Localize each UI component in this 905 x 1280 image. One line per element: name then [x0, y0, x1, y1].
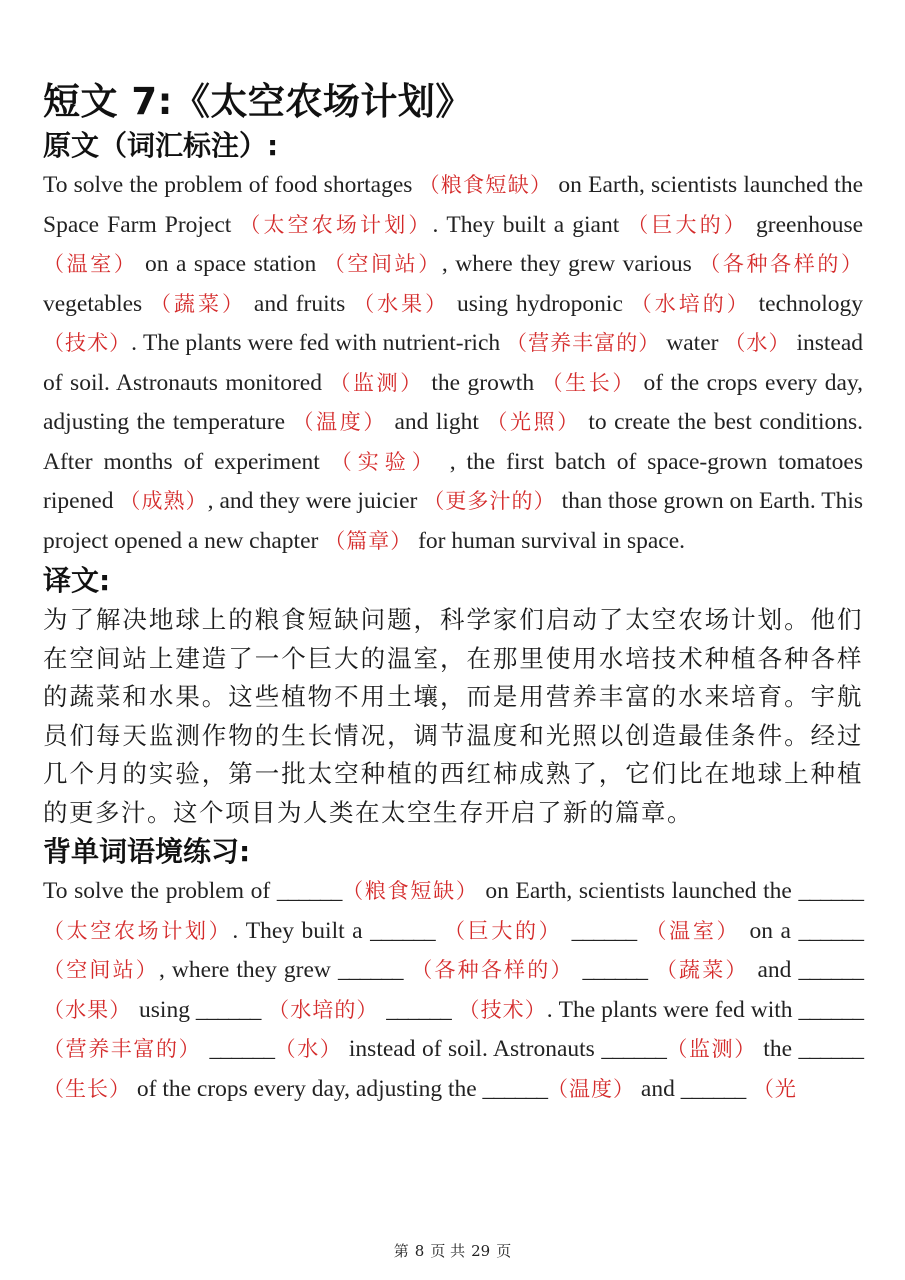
text-run: To solve the problem of: [43, 878, 277, 904]
text-run: , the first batch of space-grown tomatoes ripened: [43, 448, 864, 514]
blank: ______: [209, 1036, 274, 1062]
blank: ______: [482, 1075, 548, 1102]
gloss: （各种各样的）: [699, 252, 864, 276]
blank: ______: [601, 1036, 666, 1062]
text-run: , where they grew: [158, 957, 338, 983]
text-run: . The plants were fed with: [546, 996, 799, 1023]
text-run: . They built a giant: [432, 211, 628, 238]
text-run: instead of soil. Astronauts monitored: [43, 330, 864, 396]
translation-passage: 为了解决地球上的粮食短缺问题，科学家们启动了太空农场计划。他们在空间站上建造了一个巨大的温室，在那里使用水培技术种植各种各样的蔬菜和水果。这些植物不用土壤，而是用营养丰富的水来培育。宇航员们每天监测作物的生长情况，调节温度和光照以创造最佳条件。经过几个月的实验，第一批太空种植的西红柿成熟了，它们比在地球上种植的更多汁。这个项目为人类在太空生存开启了新的篇章。: [43, 605, 863, 827]
text-run: , where they grew various: [441, 251, 700, 277]
gloss: （光: [745, 1076, 797, 1101]
gloss: （太空农场计划）: [43, 918, 233, 943]
blank: ______: [680, 1075, 746, 1102]
text-run: vegetables: [43, 290, 151, 317]
text-run: the growth: [423, 369, 542, 396]
blank: ______: [582, 957, 647, 983]
gloss: （水果）: [43, 997, 140, 1022]
text-run: and: [757, 957, 799, 983]
text-run: greenhouse: [747, 211, 864, 238]
text-run: for human survival in space.: [412, 527, 686, 554]
practice-passage: [43, 872, 863, 1109]
gloss: （蔬菜）: [647, 958, 758, 982]
text-run: than those grown on Earth. This project opened a new chapter: [43, 488, 864, 554]
gloss: （实验）: [330, 449, 439, 474]
blank: ______: [798, 917, 864, 944]
section-heading-translation: 译文:: [43, 564, 111, 597]
gloss: （营养丰富的）: [506, 331, 661, 355]
section-heading-practice: 背单词语境练习:: [43, 835, 251, 868]
text-run: , and they were juicier: [207, 488, 424, 514]
text-run: to create the best conditions. After months of experiment: [43, 409, 863, 475]
gloss: （篇章）: [324, 528, 413, 553]
blank: ______: [370, 917, 435, 944]
original-passage: [43, 166, 863, 561]
blank: ______: [276, 878, 342, 904]
gloss: （巨大的）: [627, 212, 748, 237]
text-run: instead of soil. Astronauts: [342, 1036, 602, 1062]
gloss: （监测）: [665, 1037, 757, 1061]
gloss: （水培的）: [630, 291, 751, 316]
gloss: （蔬菜）: [150, 291, 247, 316]
text-run: on a: [749, 917, 799, 944]
blank: ______: [798, 957, 863, 983]
gloss: （监测）: [329, 370, 424, 395]
gloss: （水果）: [353, 291, 450, 316]
text-run: water: [660, 330, 725, 356]
gloss: （巨大的）: [434, 918, 572, 943]
text-run: . The plants were fed with nutrient-rich: [131, 330, 507, 356]
blank: ______: [386, 996, 451, 1023]
text-run: on a space station: [137, 251, 324, 277]
gloss: （粮食短缺）: [418, 173, 553, 197]
text-run: . They built a: [232, 917, 371, 944]
gloss: （技术）: [43, 331, 132, 355]
gloss: （水）: [274, 1037, 343, 1061]
gloss: （生长）: [43, 1076, 131, 1101]
gloss: （营养丰富的）: [43, 1037, 210, 1061]
text-run: technology: [750, 290, 864, 317]
gloss: （光照）: [486, 410, 581, 434]
footer-page-number: 8: [414, 1242, 425, 1260]
gloss: （温度）: [547, 1076, 636, 1101]
footer-mid: 页 共: [430, 1242, 466, 1260]
text-run: on Earth, scientists launched the Space Farm Project: [43, 172, 864, 238]
gloss: （温室）: [636, 918, 750, 943]
text-run: the: [756, 1036, 799, 1062]
gloss: （成熟）: [119, 489, 208, 513]
footer-prefix: 第: [393, 1242, 409, 1260]
text-run: of the crops every day, adjusting the temperature: [43, 369, 864, 435]
gloss: （水培的）: [260, 997, 387, 1022]
gloss: （空间站）: [323, 252, 442, 276]
blank: ______: [337, 957, 403, 983]
gloss: （水）: [724, 331, 791, 355]
blank: ______: [798, 1036, 863, 1062]
blank: ______: [571, 917, 637, 944]
page-title: 短文 7:《太空农场计划》: [43, 80, 473, 123]
gloss: （技术）: [450, 997, 547, 1022]
text-run: using: [139, 996, 196, 1023]
gloss: （太空农场计划）: [239, 212, 433, 237]
gloss: （生长）: [541, 370, 636, 395]
section-heading-original: 原文（词汇标注）:: [43, 129, 279, 162]
text-run: To solve the problem of food shortages: [43, 172, 419, 198]
footer-total-pages: 29: [471, 1242, 491, 1260]
document-page: [43, 78, 863, 1109]
text-run: on Earth, scientists launched the: [478, 878, 799, 904]
gloss: （空间站）: [43, 958, 159, 982]
text-run: and: [635, 1075, 681, 1102]
footer-suffix: 页: [496, 1242, 512, 1260]
blank: ______: [195, 996, 261, 1023]
text-run: and light: [386, 409, 487, 435]
blank: ______: [798, 996, 863, 1023]
gloss: （温度）: [292, 410, 387, 434]
gloss: （粮食短缺）: [341, 879, 479, 903]
gloss: （各种各样的）: [402, 958, 583, 982]
page-footer: [0, 1240, 905, 1261]
gloss: （温室）: [43, 252, 138, 276]
text-run: of the crops every day, adjusting the: [131, 1075, 483, 1102]
blank: ______: [798, 878, 863, 904]
gloss: （更多汁的）: [423, 489, 556, 513]
text-run: using hydroponic: [449, 290, 631, 317]
text-run: and fruits: [246, 290, 354, 317]
